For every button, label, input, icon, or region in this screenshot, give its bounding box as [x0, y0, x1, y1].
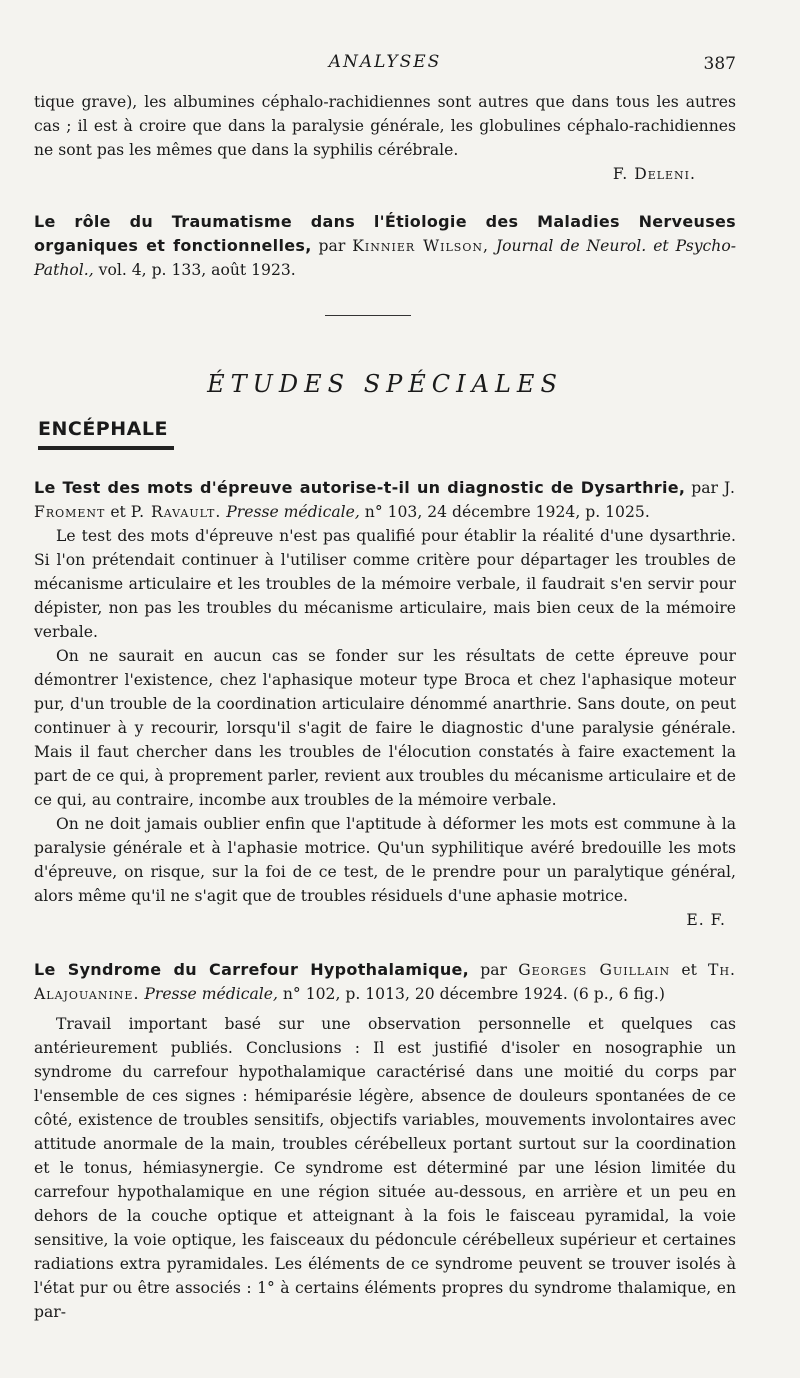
article-2-author-1: J. Froment	[34, 479, 736, 521]
article-2-details: n° 103, 24 décembre 1924, p. 1025.	[359, 503, 650, 521]
page-number: 387	[703, 54, 736, 74]
article-2-title: Le Test des mots d'épreuve autorise-t-il un diagnostic de Dysarthrie,	[34, 478, 686, 497]
article-3-author-1: Georges Guillain	[518, 961, 671, 979]
article-2-signature: E. F.	[686, 911, 726, 929]
article-1-details: vol. 4, p. 133, août 1923.	[93, 261, 296, 279]
article-3-body	[34, 1012, 736, 1324]
article-3-details: n° 102, p. 1013, 20 décembre 1924. (6 p., 6 fig.)	[277, 985, 665, 1003]
article-1-by: par	[311, 237, 353, 255]
article-3-heading	[34, 958, 736, 1006]
section-divider	[325, 315, 411, 316]
article-2-paragraph-2: On ne saurait en aucun cas se fonder sur les résultats de cette épreuve pour démontrer l'existence, chez l'aphasique moteur type Broca et chez l'aphasique moteur pur, d'un trouble de la coordination articulaire dénommé anarthrie. Sans doute, on peut continuer à y recourir, lorsqu'il s'agit de faire le diagnostic d'une paralysie générale. Mais il faut chercher dans les troubles de l'élocution constatés à faire exactement la part de ce qui, à proprement parler, revient aux troubles du mécanisme articulaire et de ce qui, au contraire, incombe aux troubles de la mémoire verbale.	[34, 647, 736, 809]
article-3-journal: Presse médicale,	[144, 985, 278, 1003]
article-2-by: par	[685, 479, 724, 497]
article-3-by: par	[469, 961, 519, 979]
article-2-and: et	[105, 503, 131, 521]
article-2-paragraph-3: On ne doit jamais oublier enfin que l'aptitude à déformer les mots est commune à la paralysie générale et à l'aphasie motrice. Qu'un syphilitique avéré bredouille les mots d'épreuve, on risque, sur la foi de ce test, de le prendre pour un paralytique général, alors même qu'il ne s'agit que de troubles résiduels d'une aphasie motrice.	[34, 815, 736, 905]
rubric-underline	[38, 446, 174, 450]
page-header	[0, 52, 800, 76]
article-2-author-2: P. Ravault.	[130, 503, 222, 521]
article-3-author-2: Th. Alajouanine.	[34, 961, 736, 1003]
rubric-heading: ENCÉPHALE	[38, 418, 168, 440]
previous-article-signature: F. Deleni.	[612, 165, 696, 183]
previous-article-end	[34, 90, 736, 186]
article-1-journal: Journal de Neurol. et Psycho-Pathol.,	[34, 237, 736, 279]
article-2-body	[34, 524, 736, 932]
article-3-paragraph: Travail important basé sur une observation personnelle et quelques cas antérieurement publiés. Conclusions : Il est justifié d'isoler en nosographie un syndrome du carrefour hypothalamique caractérisé dans une moitié du corps par l'ensemble de ces signes : hémiparésie légère, absence de douleurs spontanées de ce côté, existence de troubles sensitifs, objectifs variables, mouvements involontaires avec attitude anormale de la main, troubles cérébelleux portant surtout sur la coordination et le tonus, hémiasynergie. Ce syndrome est déterminé par une lésion limitée du carrefour hypothalamique en une région située au-dessous, en arrière et un peu en dehors de la couche optique et atteignant à la fois le faisceau pyramidal, la voie sensitive, la voie optique, les faisceaux du pédoncule cérébelleux supérieur et certaines radiations extra pyramidales. Les éléments de ce syndrome peuvent se trouver isolés à l'état pur ou être associés : 1° à certains éléments propres du syndrome thalamique, en par-	[34, 1015, 736, 1321]
article-1-title: Le rôle du Traumatisme dans l'Étiologie des Maladies Nerveuses organiques et fonctionnelles,	[34, 212, 736, 255]
section-title: ÉTUDES SPÉCIALES	[207, 370, 563, 398]
running-title: ANALYSES	[328, 52, 442, 72]
article-1-author: Kinnier Wilson,	[352, 237, 489, 255]
article-3-and: et	[670, 961, 709, 979]
article-2-heading	[34, 476, 736, 524]
article-2-paragraph-1: Le test des mots d'épreuve n'est pas qualifié pour établir la réalité d'une dysarthrie. Si l'on prétendait continuer à l'utiliser comme critère pour départager les troubles de mécanisme articulaire et les troubles de la mémoire verbale, il faudrait s'en servir pour dépister, non pas les troubles du mécanisme articulaire, mais bien ceux de la mémoire verbale.	[34, 527, 736, 641]
article-2-journal: Presse médicale,	[226, 503, 360, 521]
article-3-title: Le Syndrome du Carrefour Hypothalamique,	[34, 960, 470, 979]
article-1-heading	[34, 210, 736, 282]
previous-article-text: tique grave), les albumines céphalo-rachidiennes sont autres que dans tous les autres cas ; il est à croire que dans la paralysie générale, les globulines céphalo-rachidiennes ne sont pas les mêmes que dans la syphilis cérébrale.	[34, 93, 736, 159]
